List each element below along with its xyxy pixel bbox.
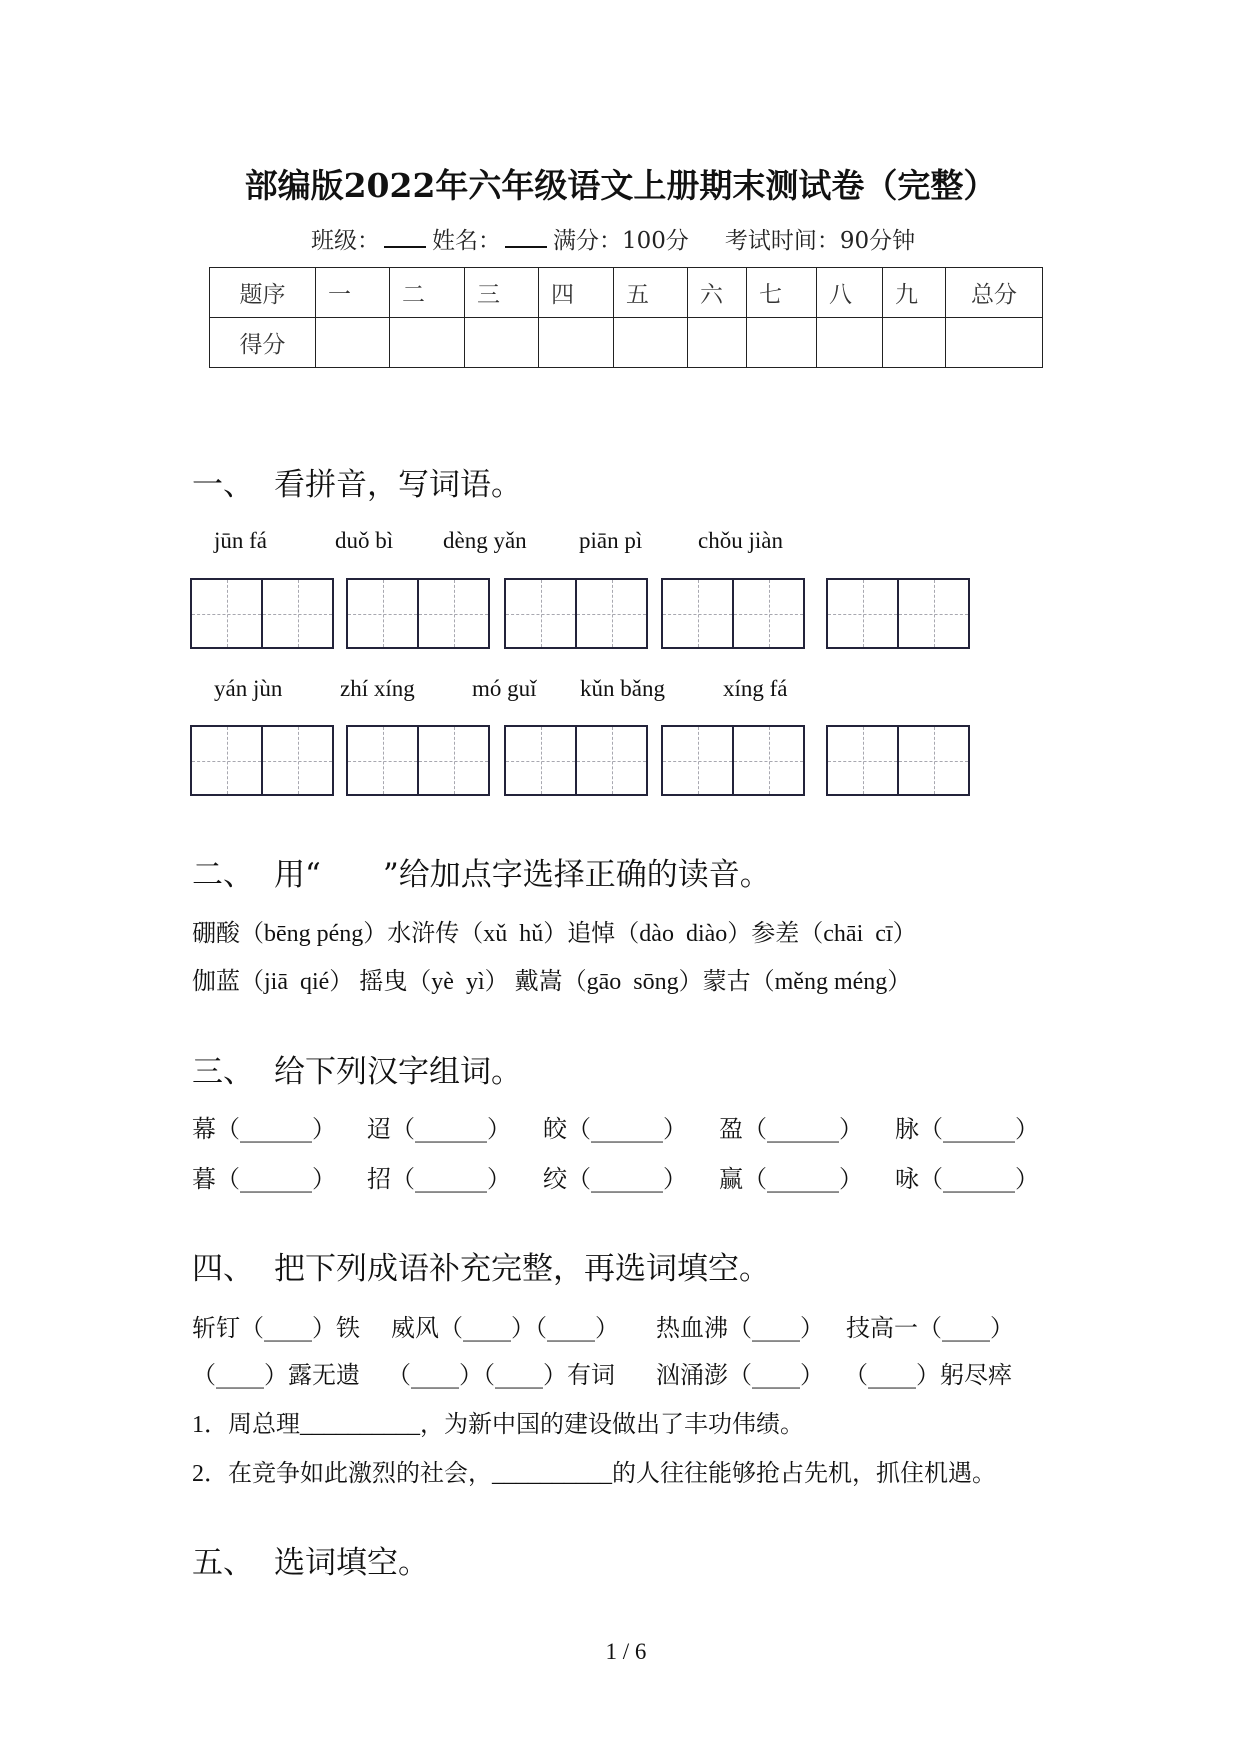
section-number: 五、 — [192, 1545, 254, 1581]
table-header-cell: 二 — [390, 268, 465, 318]
section-3-heading — [192, 1052, 522, 1092]
pinyin-label: zhí xíng — [340, 676, 415, 701]
table-header-cell: 一 — [316, 268, 390, 318]
name-label: 姓名： — [432, 228, 501, 254]
idiom-item: （____）躬尽瘁 — [844, 1361, 1012, 1389]
writing-cell — [348, 580, 417, 647]
score-table-score-row — [210, 318, 1043, 368]
section-4-heading — [192, 1249, 770, 1289]
page-number: 1 / 6 — [605, 1639, 647, 1664]
writing-cell — [663, 727, 732, 794]
word-item: 皎（______） — [543, 1115, 687, 1143]
score-cell — [316, 318, 390, 368]
exam-time-text: 考试时间：90分钟 — [724, 228, 916, 254]
writing-cell — [575, 580, 646, 647]
name-blank — [505, 226, 547, 248]
writing-cell — [575, 727, 646, 794]
table-header-cell: 八 — [817, 268, 883, 318]
writing-box — [504, 725, 648, 796]
writing-cell — [732, 727, 803, 794]
score-cell — [614, 318, 688, 368]
table-header-cell: 题序 — [210, 268, 316, 318]
writing-cell — [732, 580, 803, 647]
page-title: 部编版2022年六年级语文上册期末测试卷（完整） — [244, 166, 997, 205]
section-title: 给下列汉字组词。 — [274, 1054, 522, 1090]
section-title: 用“ ”给加点字选择正确的读音。 — [274, 857, 771, 893]
idiom-item: 斩钉（____）铁 — [192, 1314, 360, 1342]
word-item: 盈（______） — [719, 1115, 863, 1143]
writing-cell — [506, 727, 575, 794]
writing-box — [190, 578, 334, 649]
table-header-cell: 七 — [747, 268, 817, 318]
writing-box — [190, 725, 334, 796]
pronunciation-line: 硼酸（bēng péng）水浒传（xǔ hǔ）追悼（dào diào）参差（chāi cī） — [192, 921, 917, 947]
pinyin-label: xíng fá — [723, 676, 788, 701]
pinyin-label: dèng yǎn — [443, 528, 527, 553]
writing-cell — [506, 580, 575, 647]
pinyin-label: piān pì — [579, 528, 643, 553]
fill-in-question: 1．周总理__________，为新中国的建设做出了丰功伟绩。 — [192, 1412, 804, 1438]
score-table-header-row — [210, 268, 1043, 318]
idiom-item: 技高一（____） — [846, 1314, 1014, 1342]
score-table — [209, 267, 1043, 368]
writing-box — [346, 725, 490, 796]
section-title: 把下列成语补充完整，再选词填空。 — [274, 1251, 770, 1287]
writing-box — [826, 578, 970, 649]
pinyin-label: yán jùn — [214, 676, 283, 701]
writing-cell — [828, 727, 897, 794]
word-item: 脉（______） — [895, 1115, 1039, 1143]
writing-cell — [417, 580, 488, 647]
writing-cell — [897, 580, 968, 647]
writing-cell — [897, 727, 968, 794]
score-cell — [883, 318, 946, 368]
section-number: 三、 — [192, 1054, 254, 1090]
word-item: 暮（______） — [192, 1165, 336, 1193]
word-item: 幕（______） — [192, 1115, 336, 1143]
section-title: 看拼音，写词语。 — [274, 467, 522, 503]
full-score-text: 满分：100分 — [553, 228, 689, 254]
writing-cell — [828, 580, 897, 647]
writing-cell — [417, 727, 488, 794]
table-header-cell: 九 — [883, 268, 946, 318]
table-header-cell: 五 — [614, 268, 688, 318]
section-number: 一、 — [192, 467, 254, 503]
writing-box — [661, 578, 805, 649]
word-item: 咏（______） — [895, 1165, 1039, 1193]
idiom-item: 威风（____）（____） — [391, 1314, 619, 1342]
word-item: 迢（______） — [367, 1115, 511, 1143]
word-item: 绞（______） — [543, 1165, 687, 1193]
fill-in-question: 2．在竞争如此激烈的社会，__________的人往往能够抢占先机，抓住机遇。 — [192, 1461, 996, 1487]
section-title: 选词填空。 — [274, 1545, 429, 1581]
idiom-item: 汹涌澎（____） — [656, 1361, 824, 1389]
writing-cell — [348, 727, 417, 794]
pronunciation-line: 伽蓝（jiā qié） 摇曳（yè yì） 戴嵩（gāo sōng）蒙古（měng méng） — [192, 969, 912, 995]
word-item: 赢（______） — [719, 1165, 863, 1193]
writing-cell — [663, 580, 732, 647]
score-cell — [817, 318, 883, 368]
writing-cell — [192, 580, 261, 647]
writing-box — [504, 578, 648, 649]
score-cell — [747, 318, 817, 368]
section-2-heading — [192, 855, 771, 895]
table-header-cell: 总分 — [946, 268, 1043, 318]
table-header-cell: 四 — [539, 268, 614, 318]
exam-info-line — [311, 226, 915, 256]
score-cell — [688, 318, 747, 368]
score-cell — [946, 318, 1043, 368]
idiom-item: （____）（____）有词 — [387, 1361, 615, 1389]
table-header-cell: 三 — [465, 268, 539, 318]
section-1-heading — [192, 465, 522, 505]
writing-box — [661, 725, 805, 796]
word-item: 招（______） — [367, 1165, 511, 1193]
idiom-item: （____）露无遗 — [192, 1361, 360, 1389]
score-cell — [390, 318, 465, 368]
writing-box — [346, 578, 490, 649]
pinyin-label: duǒ bì — [335, 528, 394, 553]
section-5-heading — [192, 1543, 429, 1583]
writing-cell — [261, 727, 332, 794]
pinyin-label: jūn fá — [214, 528, 268, 553]
writing-box — [826, 725, 970, 796]
class-label: 班级： — [311, 228, 380, 254]
score-cell — [465, 318, 539, 368]
score-row-label: 得分 — [210, 318, 316, 368]
section-number: 二、 — [192, 857, 254, 893]
writing-cell — [192, 727, 261, 794]
score-cell — [539, 318, 614, 368]
table-header-cell: 六 — [688, 268, 747, 318]
class-blank — [384, 226, 426, 248]
section-number: 四、 — [192, 1251, 254, 1287]
pinyin-label: chǒu jiàn — [698, 528, 783, 553]
idiom-item: 热血沸（____） — [656, 1314, 824, 1342]
pinyin-label: mó guǐ — [472, 676, 537, 701]
pinyin-label: kǔn bǎng — [580, 676, 665, 701]
writing-cell — [261, 580, 332, 647]
